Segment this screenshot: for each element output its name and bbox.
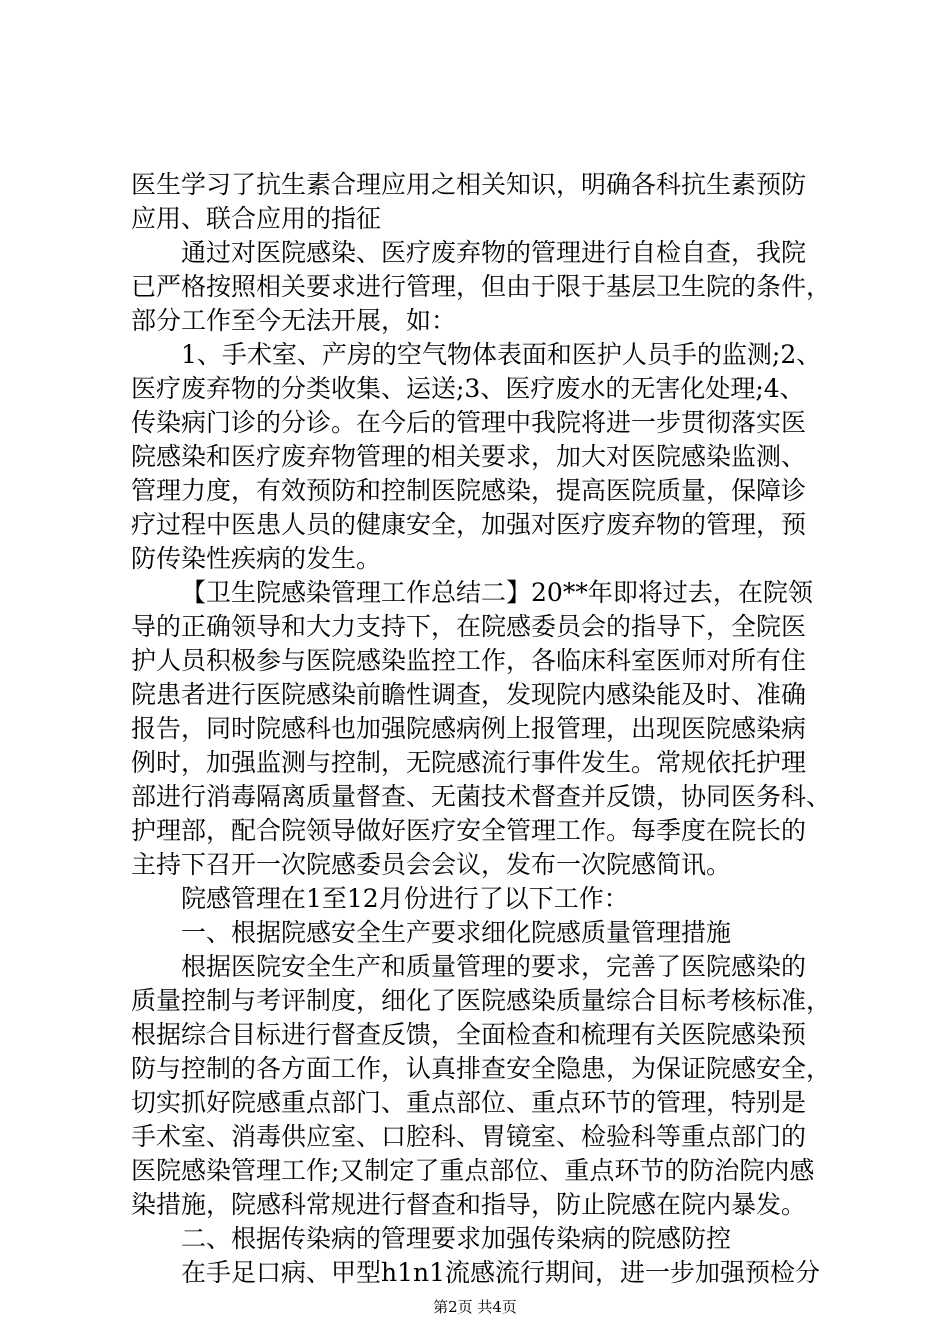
text-line: 二、根据传染病的管理要求加强传染病的院感防控 xyxy=(181,1224,732,1253)
text-line: 防传染性疾病的发生。 xyxy=(131,544,382,573)
text-line: 院感管理在1至12月份进行了以下工作： xyxy=(181,884,629,913)
text-line: 医疗废弃物的分类收集、运送;3、医疗废水的无害化处理;4、 xyxy=(131,374,805,403)
text-line: 根据综合目标进行督查反馈，全面检查和梳理有关医院感染预 xyxy=(131,1020,807,1049)
text-line: 在手足口病、甲型h1n1流感流行期间，进一步加强预检分 xyxy=(181,1258,821,1287)
text-line: 1、手术室、产房的空气物体表面和医护人员手的监测;2、 xyxy=(181,340,822,369)
text-line: 护人员积极参与医院感染监控工作，各临床科室医师对所有住 xyxy=(131,646,807,675)
text-line: 医院感染管理工作;又制定了重点部位、重点环节的防治院内感 xyxy=(131,1156,815,1185)
document-body xyxy=(131,168,831,1290)
text-line: 导的正确领导和大力支持下，在院感委员会的指导下，全院医 xyxy=(131,612,807,641)
text-line: 根据医院安全生产和质量管理的要求，完善了医院感染的 xyxy=(181,952,807,981)
text-line: 通过对医院感染、医疗废弃物的管理进行自检自查，我院 xyxy=(181,238,807,267)
text-line: 手术室、消毒供应室、口腔科、胃镜室、检验科等重点部门的 xyxy=(131,1122,807,1151)
text-line: 切实抓好院感重点部门、重点部位、重点环节的管理，特别是 xyxy=(131,1088,807,1117)
text-line: 医生学习了抗生素合理应用之相关知识，明确各科抗生素预防 xyxy=(131,170,807,199)
text-line: 染措施，院感科常规进行督查和指导，防止院感在院内暴发。 xyxy=(131,1190,807,1219)
text-line: 报告，同时院感科也加强院感病例上报管理，出现医院感染病 xyxy=(131,714,807,743)
text-line: 院感染和医疗废弃物管理的相关要求，加大对医院感染监测、 xyxy=(131,442,807,471)
text-line: 管理力度，有效预防和控制医院感染，提高医院质量，保障诊 xyxy=(131,476,807,505)
text-line: 应用、联合应用的指征 xyxy=(131,204,382,233)
text-line: 例时，加强监测与控制，无院感流行事件发生。常规依托护理 xyxy=(131,748,807,777)
text-line: 护理部，配合院领导做好医疗安全管理工作。每季度在院长的 xyxy=(131,816,807,845)
text-line: 部进行消毒隔离质量督查、无菌技术督查并反馈，协同医务科、 xyxy=(131,782,831,811)
text-line: 已严格按照相关要求进行管理，但由于限于基层卫生院的条件， xyxy=(131,272,831,301)
text-line: 质量控制与考评制度，细化了医院感染质量综合目标考核标准， xyxy=(131,986,831,1015)
text-line: 疗过程中医患人员的健康安全，加强对医疗废弃物的管理，预 xyxy=(131,510,807,539)
text-line: 传染病门诊的分诊。在今后的管理中我院将进一步贯彻落实医 xyxy=(131,408,807,437)
page-footer: 第2页 共4页 xyxy=(433,1298,517,1316)
text-line: 防与控制的各方面工作，认真排查安全隐患，为保证院感安全， xyxy=(131,1054,831,1083)
text-line: 主持下召开一次院感委员会会议，发布一次院感简讯。 xyxy=(131,850,732,879)
text-line: 【卫生院感染管理工作总结二】20**年即将过去，在院领 xyxy=(181,578,813,607)
text-line: 一、根据院感安全生产要求细化院感质量管理措施 xyxy=(181,918,732,947)
text-line: 部分工作至今无法开展，如： xyxy=(131,306,457,335)
text-line: 院患者进行医院感染前瞻性调查，发现院内感染能及时、准确 xyxy=(131,680,807,709)
